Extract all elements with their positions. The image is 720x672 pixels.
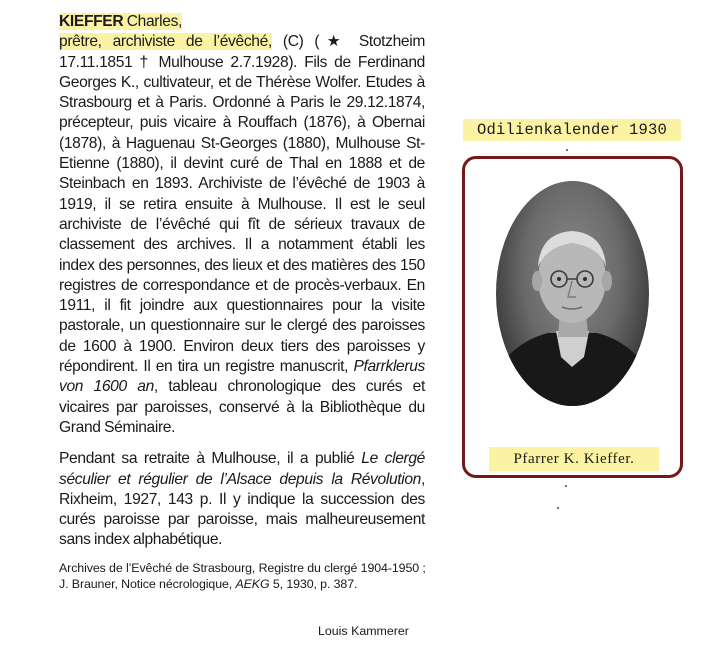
portrait-drawing (496, 181, 649, 406)
portrait-frame (462, 156, 683, 478)
photo-source-caption: Odilienkalender 1930 (463, 119, 681, 141)
entry-surname: KIEFFER (59, 13, 124, 30)
paragraph2-text: Pendant sa retraite à Mulhouse, il a publié (59, 450, 362, 468)
entry-text-end: , tableau chronologique des curés et vicaires par paroisses, conservé à la Bibliothèque du Grand Séminaire. (59, 378, 425, 436)
author-signature: Louis Kammerer (318, 624, 409, 638)
sources-note (59, 560, 429, 593)
portrait-photo (496, 181, 649, 406)
portrait-caption: Pfarrer K. Kieffer. (489, 447, 659, 471)
sources-text-end: 5, 1930, p. 387. (269, 577, 358, 592)
entry-occupation: prêtre, archiviste de l’évêché, (59, 33, 272, 51)
manuscript-title: Pfarrklerus von 1600 an (59, 358, 425, 396)
biography-entry (59, 12, 425, 551)
publication-title: Le clergé séculier et régulier de l’Alsace depuis la Révolution (59, 450, 426, 488)
entry-given-name: Charles, (126, 13, 183, 30)
sources-text: Archives de l’Evêché de Strasbourg, Registre du clergé 1904-1950 ; J. Brauner, Notice nécrologique, (59, 561, 426, 592)
entry-heading-highlight (59, 13, 272, 50)
biography-paragraph-2 (59, 449, 425, 550)
entry-text: (C) (★ Stotzheim 17.11.1851 † Mulhouse 2.7.1928). Fils de Ferdinand Georges K., cultivateur, et de Thérèse Wolfer. Etudes à Strasbourg et à Paris. Ordonné à Paris le 29.12.1874, précepteur, puis vicaire à Rouffach (1876), à Obernai (1878), à Haguenau St-Georges (1880), Mulhouse St-Etienne (1880), il devint curé de Thal en 1888 et de Steinbach en 1893. Archiviste de l’évêché de 1903 à 1919, il se retira ensuite à Mulhouse. Il est le seul archiviste de l’évêché qui fît de sérieux travaux de classement des archives. Il a notamment établi les index des personnes, des lieux et des matières des 150 registres de correspondance et de procès-verbaux. En 1911, il fit joindre aux questionnaires pour la visite pastorale, un questionnaire sur le clergé des paroisses de 1600 à 1900. Environ deux tiers des paroisses y répondirent. Il en tira un registre manuscrit, (59, 33, 426, 376)
paragraph2-text-end: , Rixheim, 1927, 143 p. Il y indique la succession des curés paroisse par paroisse, mais malheureusement sans index alphabétique. (59, 470, 425, 549)
journal-abbreviation: AEKG (235, 577, 270, 592)
biography-paragraph-1 (59, 12, 425, 438)
